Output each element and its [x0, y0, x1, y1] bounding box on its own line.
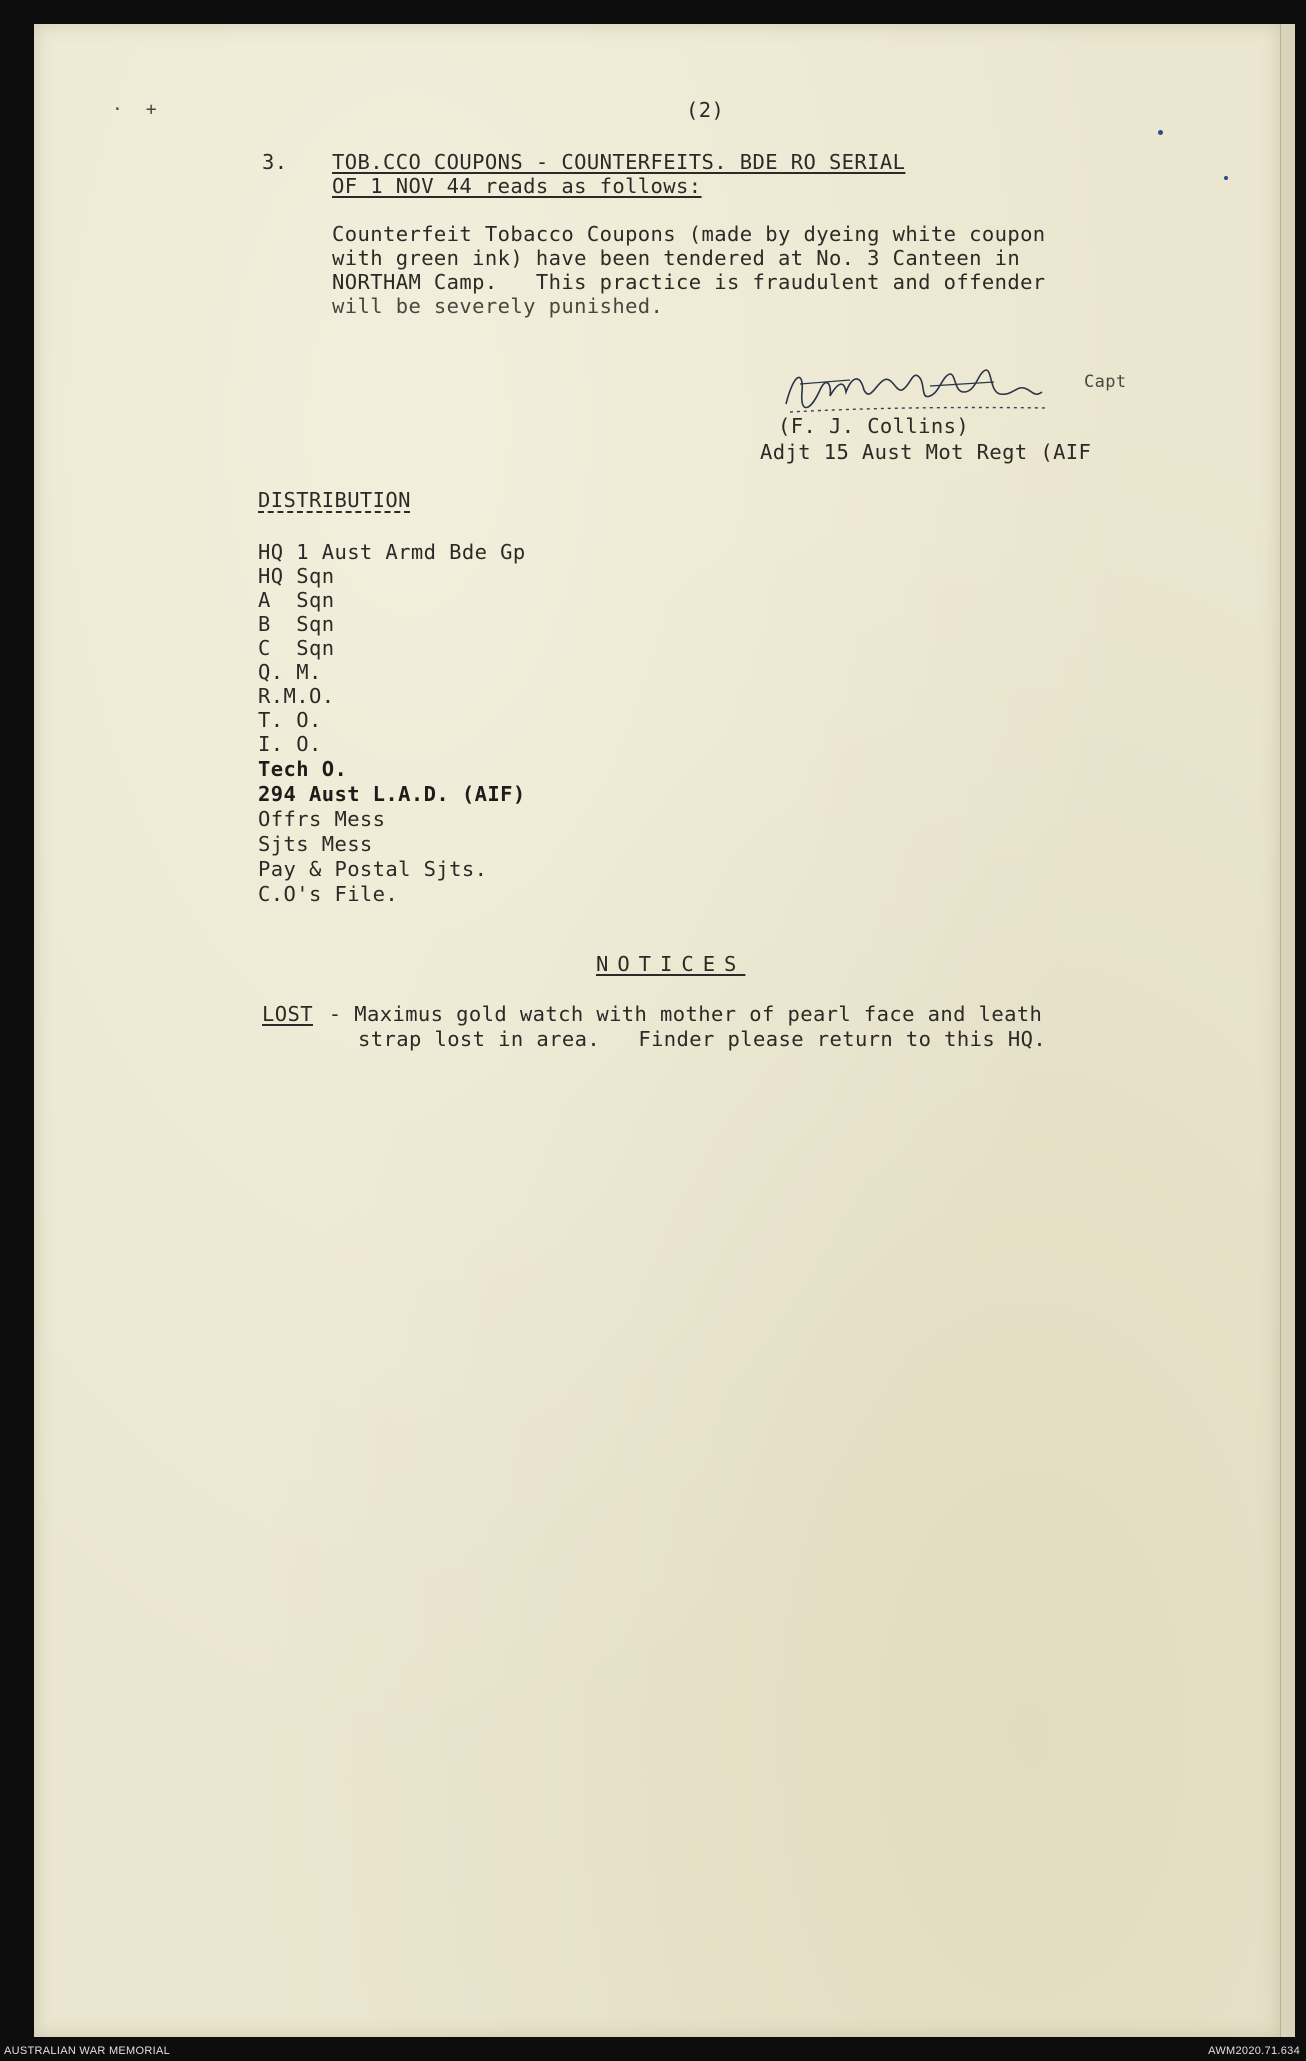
item-body-line: with green ink) have been tendered at No. 3 Canteen in — [332, 246, 1021, 270]
ink-dot — [1158, 130, 1163, 135]
distribution-item: HQ Sqn — [258, 564, 335, 588]
lost-notice-line1: - Maximus gold watch with mother of pearl face and leath — [316, 1002, 1043, 1026]
margin-mark: · + — [112, 99, 157, 120]
distribution-item: I. O. — [258, 732, 322, 756]
distribution-item: HQ 1 Aust Armd Bde Gp — [258, 540, 526, 564]
ink-dot — [1224, 176, 1228, 180]
distribution-item: A Sqn — [258, 588, 335, 612]
notices-heading: NOTICES — [596, 952, 746, 976]
item-heading-line2: OF 1 NOV 44 reads as follows: — [332, 174, 702, 198]
lost-notice-line2: strap lost in area. Finder please return to this HQ. — [358, 1027, 1047, 1051]
distribution-item: Offrs Mess — [258, 807, 386, 831]
page-edge — [1280, 24, 1295, 2037]
handwritten-signature — [780, 362, 1110, 422]
distribution-item: B Sqn — [258, 612, 335, 636]
distribution-heading: DISTRIBUTION — [258, 488, 411, 512]
item-number: 3. — [262, 150, 288, 174]
footer-reference: AWM2020.71.634 — [1208, 2045, 1300, 2057]
distribution-item: 294 Aust L.A.D. (AIF) — [258, 782, 526, 806]
distribution-item: Pay & Postal Sjts. — [258, 857, 488, 881]
distribution-item: Q. M. — [258, 660, 322, 684]
page-number: (2) — [686, 98, 725, 122]
distribution-item: C.O's File. — [258, 882, 399, 906]
distribution-item: C Sqn — [258, 636, 335, 660]
signatory-title: Adjt 15 Aust Mot Regt (AIF — [760, 440, 1092, 464]
footer-source: AUSTRALIAN WAR MEMORIAL — [4, 2045, 171, 2057]
item-heading-line1: TOB.CCO COUPONS - COUNTERFEITS. BDE RO SERIAL — [332, 150, 906, 174]
signature-rank: Capt — [1084, 372, 1127, 392]
item-body-line: NORTHAM Camp. This practice is fraudulent and offender — [332, 270, 1046, 294]
item-body-line: Counterfeit Tobacco Coupons (made by dyeing white coupon — [332, 222, 1046, 246]
distribution-item: T. O. — [258, 708, 322, 732]
lost-label: LOST — [262, 1002, 313, 1026]
signatory-name: (F. J. Collins) — [778, 414, 970, 438]
distribution-item: Tech O. — [258, 757, 348, 781]
distribution-item: Sjts Mess — [258, 832, 373, 856]
item-body-line: will be severely punished. — [332, 294, 664, 318]
distribution-item: R.M.O. — [258, 684, 335, 708]
